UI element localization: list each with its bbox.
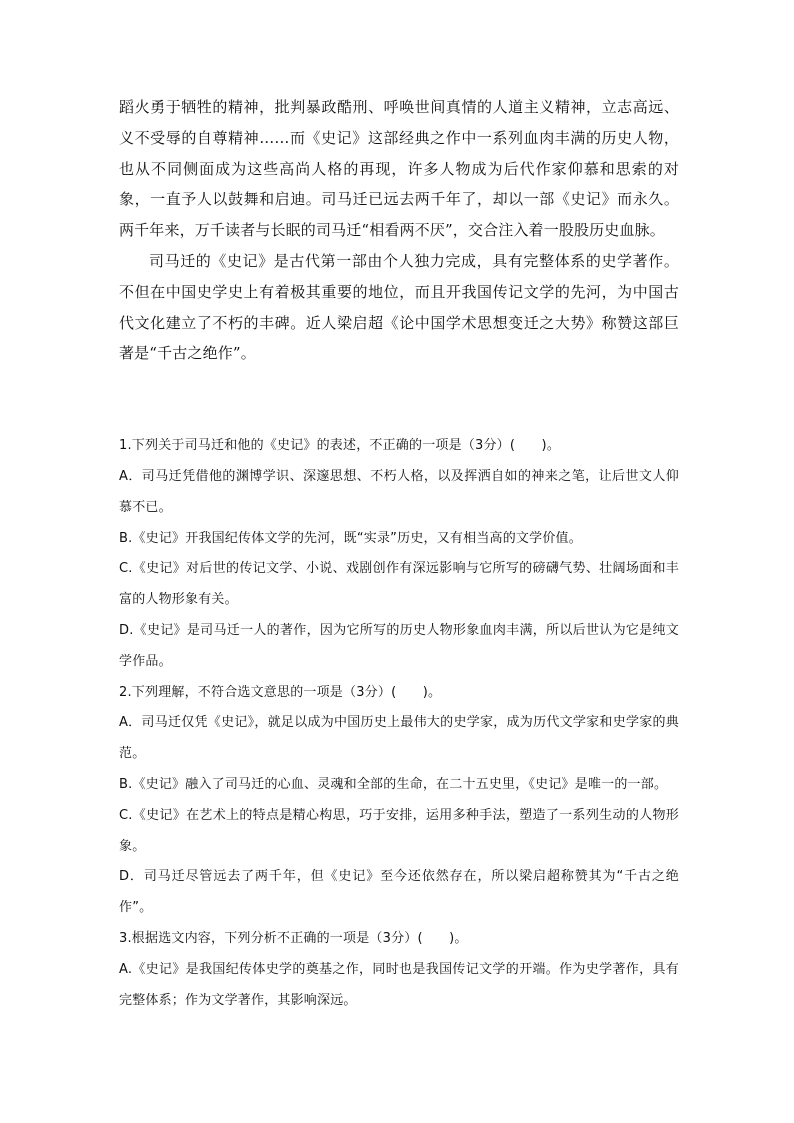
document-page — [119, 92, 679, 1016]
question-2 — [119, 678, 679, 924]
question-stem: 1.下列关于司马迁和他的《史记》的表述，不正确的一项是（3分）( )。 — [119, 438, 561, 454]
option-c: C.《史记》对后世的传记文学、小说、戏剧创作有深远影响与它所写的磅礴气势、壮阔场面和丰富的人物形象有关。 — [119, 561, 679, 608]
option-a: A.《史记》是我国纪传体史学的奠基之作，同时也是我国传记文学的开端。作为史学著作，具有完整体系；作为文学著作，其影响深远。 — [119, 961, 679, 1008]
question-list — [119, 431, 679, 1016]
section-gap — [119, 369, 679, 431]
question-stem: 2.下列理解，不符合选文意思的一项是（3分）( )。 — [119, 684, 442, 700]
question-3 — [119, 924, 679, 1016]
option-b: B.《史记》开我国纪传体文学的先河，既“实录”历史，又有相当高的文学价值。 — [119, 530, 582, 546]
option-b: B.《史记》融入了司马迁的心血、灵魂和全部的生命，在二十五史里，《史记》是唯一的一部。 — [119, 776, 668, 792]
option-a: A．司马迁凭借他的渊博学识、深邃思想、不朽人格，以及挥洒自如的神来之笔，让后世文人仰慕不已。 — [119, 468, 679, 515]
passage-paragraph-1: 蹈火勇于牺牲的精神，批判暴政酷刑、呼唤世间真情的人道主义精神，立志高远、义不受辱的自尊精神……而《史记》这部经典之作中一系列血肉丰满的历史人物，也从不同侧面成为这些高尚人格的再现，许多人物成为后代作家仰慕和思索的对象，一直予人以鼓舞和启迪。司马迁已远去两千年了，却以一部《史记》而永久。两千年来，万千读者与长眠的司马迁“相看两不厌”，交合注入着一股股历史血脉。 — [119, 98, 679, 240]
option-a: A．司马迁仅凭《史记》，就足以成为中国历史上最伟大的史学家，成为历代文学家和史学家的典范。 — [119, 715, 679, 762]
question-stem: 3.根据选文内容，下列分析不正确的一项是（3分）( )。 — [119, 930, 468, 946]
option-d: D．司马迁尽管远去了两千年，但《史记》至今还依然存在，所以梁启超称赞其为“千古之绝作”。 — [119, 869, 679, 916]
question-1 — [119, 431, 679, 677]
passage-paragraph-2: 司马迁的《史记》是古代第一部由个人独力完成，具有完整体系的史学著作。不但在中国史学史上有着极其重要的地位，而且开我国传记文学的先河，为中国古代文化建立了不朽的丰碑。近人梁启超《论中国学术思想变迁之大势》称赞这部巨著是“千古之绝作”。 — [119, 251, 679, 363]
option-c: C.《史记》在艺术上的特点是精心构思，巧于安排，运用多种手法，塑造了一系列生动的人物形象。 — [119, 807, 679, 854]
option-d: D.《史记》是司马迁一人的著作，因为它所写的历史人物形象血肉丰满，所以后世认为它是纯文学作品。 — [119, 622, 679, 669]
